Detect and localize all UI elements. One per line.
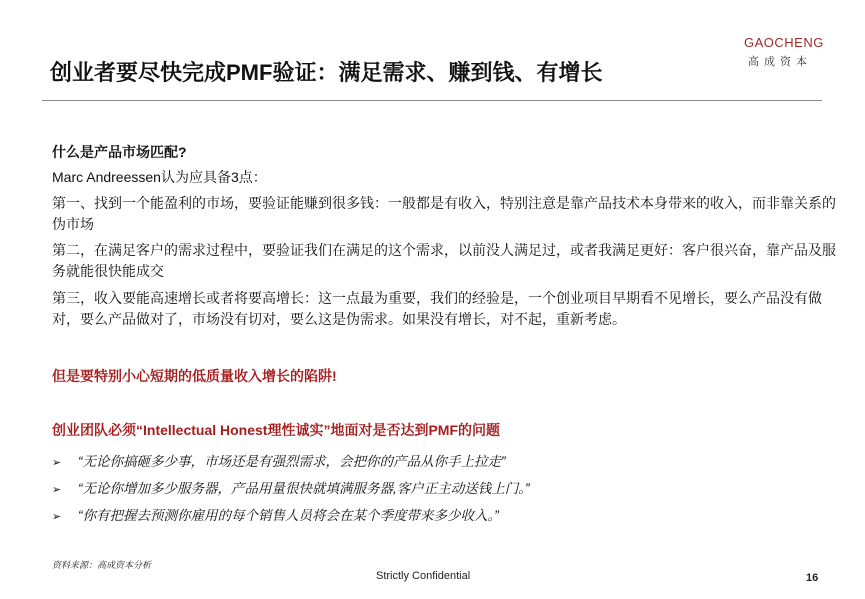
point-second: 第二，在满足客户的需求过程中，要验证我们在满足的这个需求，以前没人满足过，或者我满足更好：客户很兴奋，靠产品及服务就能很快能成交: [52, 242, 836, 279]
source-note: 资料来源：高成资本分析: [52, 560, 152, 570]
section-heading: 创业团队必须“Intellectual Honest理性诚实”地面对是否达到PMF的问题: [52, 422, 501, 438]
intro-line: Marc Andreessen认为应具备3点：: [52, 169, 267, 185]
quote-bullet: [52, 504, 499, 524]
arrow-bullet-icon: ➢: [52, 484, 62, 496]
arrow-bullet-icon: ➢: [52, 457, 62, 469]
logo-text-en: GAOCHENG: [744, 35, 824, 50]
page-title: 创业者要尽快完成PMF验证：满足需求、赚到钱、有增长: [50, 60, 603, 85]
title-divider: [42, 100, 822, 101]
point-third: 第三，收入要能高速增长或者将要高增长：这一点最为重要，我们的经验是，一个创业项目早期看不见增长，要么产品没有做对，要么产品做对了，市场没有切对，要么这是伪需求。如果没有增长，对不起，重新考虑。: [52, 290, 822, 327]
confidential-label: Strictly Confidential: [376, 570, 471, 582]
section-question: 什么是产品市场匹配?: [52, 144, 187, 160]
point-first: 第一、找到一个能盈利的市场，要验证能赚到很多钱：一般都是有收入，特别注意是靠产品技术本身带来的收入，而非靠关系的伪市场: [52, 195, 836, 232]
logo-text-cn: 高成资本: [748, 56, 812, 68]
quote-text: “你有把握去预测你雇用的每个销售人员将会在某个季度带来多少收入。”: [78, 508, 499, 523]
quote-bullet: [52, 450, 506, 470]
arrow-bullet-icon: ➢: [52, 511, 62, 523]
warning-text: 但是要特别小心短期的低质量收入增长的陷阱!: [52, 368, 337, 384]
page-number: 16: [806, 572, 819, 584]
quote-text: “无论你搞砸多少事，市场还是有强烈需求，会把你的产品从你手上拉走”: [78, 454, 506, 469]
quote-bullet: [52, 477, 530, 497]
quote-text: “无论你增加多少服务器，产品用量很快就填满服务器,客户正主动送钱上门。”: [78, 481, 530, 496]
